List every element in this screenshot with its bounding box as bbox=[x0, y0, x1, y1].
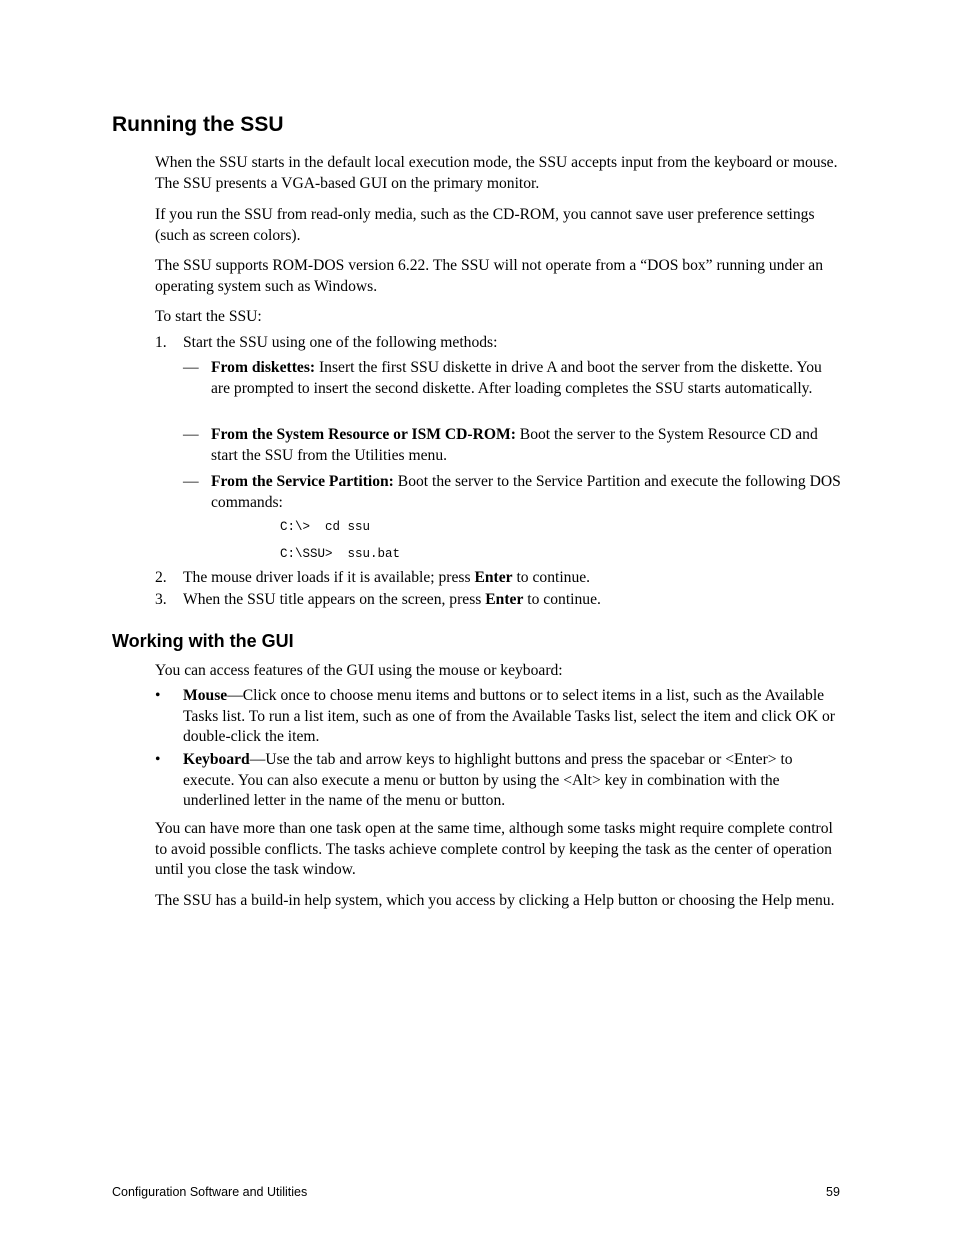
step-text: The mouse driver loads if it is available; press bbox=[183, 569, 475, 586]
dash-marker: — bbox=[183, 473, 199, 490]
dash-marker: — bbox=[183, 359, 199, 376]
bullet-label: Mouse bbox=[183, 687, 228, 704]
gui-paragraph-1: You can access features of the GUI using the mouse or keyboard: bbox=[155, 662, 563, 679]
method-text: Boot the server to the Service Partition and execute the following DOS commands: bbox=[211, 473, 841, 511]
method-text: Insert the first SSU diskette in drive A and boot the server from the diskette. You are prompted to insert the second diskette. After loading completes the SSU starts automatically. bbox=[211, 359, 822, 397]
method-label: From the Service Partition: bbox=[211, 473, 394, 490]
step-text-end: to continue. bbox=[523, 591, 601, 608]
intro-paragraph-2: If you run the SSU from read-only media, such as the CD-ROM, you cannot save user preference settings (such as screen colors). bbox=[155, 206, 815, 244]
bullet-marker: • bbox=[155, 687, 161, 704]
intro-paragraph-4: To start the SSU: bbox=[155, 308, 262, 325]
bullet-label: Keyboard bbox=[183, 751, 250, 768]
gui-paragraph-3: The SSU has a build-in help system, which you access by clicking a Help button or choosing the Help menu. bbox=[155, 892, 835, 909]
step-text: Start the SSU using one of the following methods: bbox=[183, 334, 498, 351]
footer-title: Configuration Software and Utilities bbox=[112, 1185, 308, 1199]
bullet-text: —Click once to choose menu items and buttons or to select items in a list, such as the Available Tasks list. To run a list item, such as one of from the Available Tasks list, select the item and click OK or double-click the item. bbox=[183, 687, 835, 746]
footer-page-number: 59 bbox=[826, 1185, 840, 1199]
step-text-end: to continue. bbox=[512, 569, 591, 586]
section-heading: Running the SSU bbox=[112, 113, 284, 136]
step-number: 3. bbox=[155, 591, 167, 608]
dash-marker: — bbox=[183, 426, 199, 443]
bullet-marker: • bbox=[155, 751, 161, 768]
bullet-text: —Use the tab and arrow keys to highlight buttons and press the spacebar or <Enter> to execute. You can also execute a menu or button by using the <Alt> key in combination with the underlined letter in the name of the menu or button. bbox=[183, 751, 793, 810]
subsection-heading: Working with the GUI bbox=[112, 631, 294, 651]
code-line-2: C:\SSU> ssu.bat bbox=[280, 547, 401, 561]
method-label: From the System Resource or ISM CD-ROM: bbox=[211, 426, 516, 443]
step-text: When the SSU title appears on the screen, press bbox=[183, 591, 486, 608]
method-label: From diskettes: bbox=[211, 359, 316, 376]
method-text: Boot the server to the System Resource CD and start the SSU from the Utilities menu. bbox=[211, 426, 818, 464]
code-line-1: C:\> cd ssu bbox=[280, 520, 371, 534]
step-number: 1. bbox=[155, 334, 167, 351]
intro-paragraph-1: When the SSU starts in the default local execution mode, the SSU accepts input from the keyboard or mouse. The SSU presents a VGA-based GUI on the primary monitor. bbox=[155, 154, 838, 192]
gui-paragraph-2: You can have more than one task open at the same time, although some tasks might require complete control to avoid possible conflicts. The tasks achieve complete control by keeping the task as the center of operation until you close the task window. bbox=[155, 820, 833, 879]
step-number: 2. bbox=[155, 569, 167, 586]
step-key: Enter bbox=[474, 569, 513, 586]
intro-paragraph-3: The SSU supports ROM-DOS version 6.22. The SSU will not operate from a “DOS box” running under an operating system such as Windows. bbox=[155, 257, 824, 295]
step-key: Enter bbox=[485, 591, 524, 608]
